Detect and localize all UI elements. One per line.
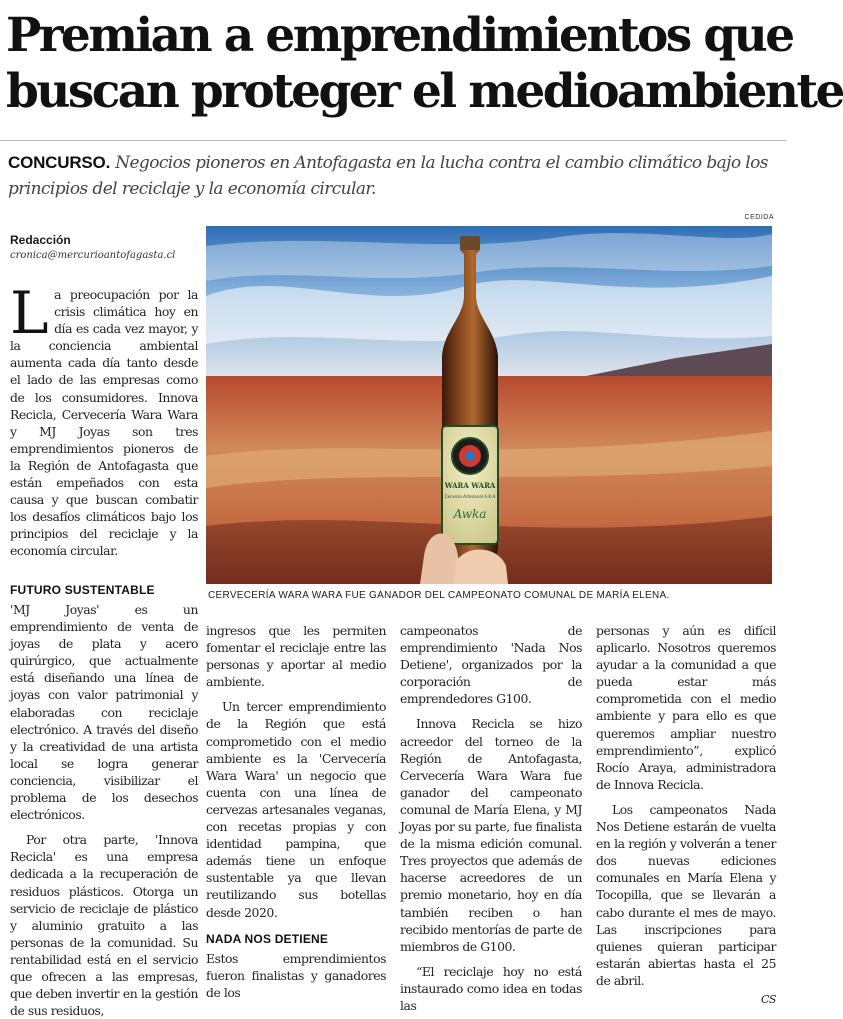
paragraph-wara-wara: Un tercer emprendimiento de la Región que está comprometido con el medio ambiente es la 'Cervecería Wara Wara' un negocio que cuenta con una línea de cervezas artesanales veganas, con recetas propias y con identidad pampina, que además tiene un enfoque sustentable ya que llevan reutilizando sus botellas desde 2020. (206, 699, 386, 920)
kicker: CONCURSO. (8, 153, 111, 172)
byline-email: cronica@mercurioantofagasta.cl (10, 250, 176, 261)
column-1-lower (10, 572, 198, 1019)
paragraph-quote-continuation: personas y aún es difícil aplicarlo. Nosotros queremos ayudar a la comunidad a que pueda estar más comprometida con el medio ambiente y para ello es que queremos ampliar nuestro emprendimiento”, explicó Rocío Araya, administradora de Innova Recicla. (596, 623, 776, 792)
headline (6, 8, 843, 120)
byline (10, 232, 200, 264)
column-2 (206, 622, 386, 1001)
paragraph-mj-joyas: 'MJ Joyas' es un emprendimiento de venta de joyas de plata y acero quirúrgico, que actualmente está diseñando una línea de joyas con valor patrimonial y elaboradas con reciclaje electrónico. A través del diseño y la creatividad de una artista local se logra generar conciencia, visibilizar el problema de los desechos electrónicos. (10, 602, 198, 823)
label-beer-name: Awka (453, 507, 487, 521)
label-subtitle: Cerveza Artesanal A.K.A (444, 494, 496, 499)
subhead-nada-nos-detiene: NADA NOS DETIENE (206, 931, 329, 946)
paragraph-quote: “El reciclaje hoy no está instaurado como idea en todas las (400, 963, 582, 1013)
paragraph-continuation: ingresos que les permiten fomentar el reciclaje entre las personas y aportar al medio ambiente. (206, 623, 386, 690)
paragraph-campeonatos: campeonatos de emprendimiento 'Nada Nos Detiene', organizados por la corporación de emprendedores G100. (400, 623, 582, 707)
paragraph-inscripciones: Los campeonatos Nada Nos Detiene estarán de vuelta en la región y volverán a tener dos nuevas ediciones comunales en María Elena y Tocopilla, que se llevarán a cabo durante el mes de mayo. Las inscripciones para quienes quieran participar estarán abiertas hasta el 25 de abril. (596, 801, 776, 988)
article-photo (206, 226, 772, 584)
headline-line-1: Premian a emprendimientos que (6, 8, 793, 63)
photo-caption: CERVECERÍA WARA WARA FUE GANADOR DEL CAMPEONATO COMUNAL DE MARÍA ELENA. (208, 590, 670, 601)
bottle-cap (460, 236, 480, 250)
paragraph-innova-recicla: Por otra parte, 'Innova Recicla' es una empresa dedicada a la recuperación de residuos plásticos. Otorga un servicio de reciclaje de plástico y aluminio gratuito a las personas de la comunidad. Su rentabilidad está en el servicio que ofrecen a las empresas, que deben invertir en la gestión de sus residuos, (10, 832, 198, 1019)
deck-block (8, 150, 784, 202)
photo-illustration (206, 226, 772, 584)
paragraph-ganadores: Innova Recicla se hizo acreedor del torneo de la Región de Antofagasta, Cervecería Wara Wara fue ganador del campeonato comunal de María Elena, y MJ Joyas por su parte, fue finalista de la misma edición comunal. Tres proyectos que además de hacerse acreedores de un premio monetario, hoy en día también reciben o han recibido mentorías de parte de miembros de G100. (400, 716, 582, 954)
photo-credit: CEDIDA (744, 214, 774, 221)
label-brand: WARA WARA (444, 481, 496, 490)
column-4 (596, 622, 776, 1008)
paragraph-intro: a preocupación por la crisis climática hoy en día es cada vez mayor, y la conciencia ambiental aumenta cada día tanto desde el lado de las empresas como de los consumidores. Innova Recicla, Cervecería Wara Wara y MJ Joyas son tres emprendimientos pioneros de la Región de Antofagasta que están empeñados con esta causa y que buscan combatir los desafíos climáticos bajo los principios del reciclaje y la economía circular. (10, 287, 198, 559)
divider (0, 140, 786, 141)
paragraph-finalistas: Estos emprendimientos fueron finalistas y ganadores de los (206, 950, 386, 1000)
drop-cap: L (10, 279, 49, 347)
byline-author: Redacción (10, 233, 71, 247)
label-emblem-core (465, 451, 475, 461)
headline-line-2: buscan proteger el medioambiente (6, 64, 843, 119)
end-mark: CS (760, 992, 776, 1006)
subhead-futuro-sustentable: FUTURO SUSTENTABLE (10, 583, 155, 597)
column-1 (10, 279, 198, 560)
deck: Negocios pioneros en Antofagasta en la lucha contra el cambio climático bajo los principios del reciclaje y la economía circular. (8, 153, 768, 199)
column-3 (400, 622, 582, 1014)
